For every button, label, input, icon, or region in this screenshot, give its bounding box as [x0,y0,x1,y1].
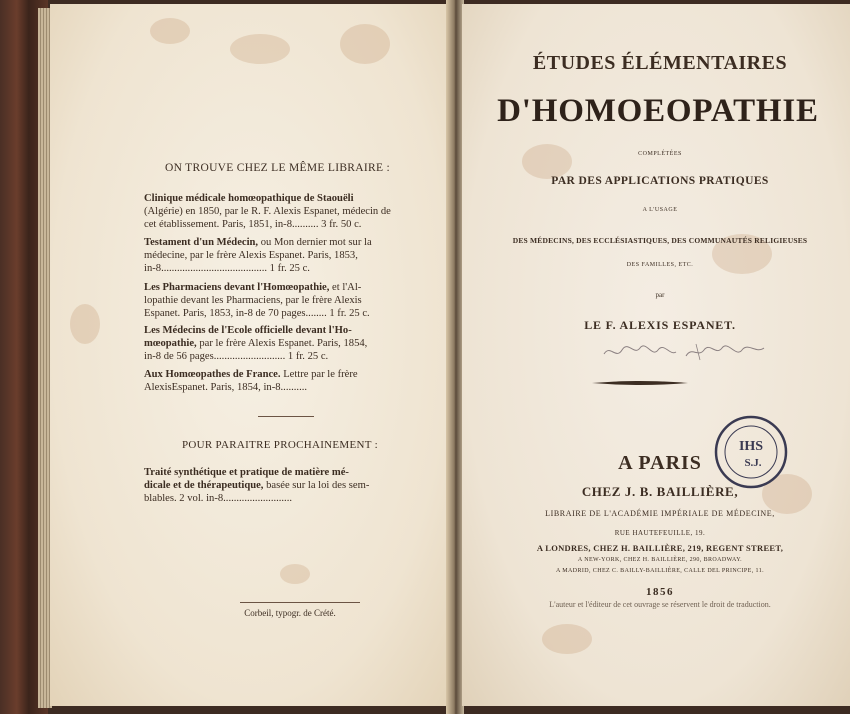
foxing-stain [340,24,390,64]
newyork-address: A NEW-YORK, CHEZ H. BAILLIÈRE, 290, BROADWAY. [577,557,743,563]
entry-title: Traité synthétique et pratique de matière mé- [144,467,349,478]
foxing-stain [70,304,100,344]
entry-text: et l'Al- [329,282,362,293]
catalog-entry [144,368,434,394]
publication-year: 1856 [646,586,674,598]
entry-price-line: in-8 de 56 pages........................... 1 fr. 25 c. [144,351,329,362]
title-small-text: A L'USAGE [642,207,678,213]
publisher-address: RUE HAUTEFEUILLE, 19. [614,529,706,537]
london-address: A LONDRES, CHEZ H. BAILLIÈRE, 219, REGENT STREET, [536,543,784,553]
foxing-stain [522,144,572,179]
svg-text:S.J.: S.J. [744,457,762,469]
foxing-stain [230,34,290,64]
foxing-stain [542,624,592,654]
entry-text: AlexisEspanet. Paris, 1854, in-8.......... [144,382,308,393]
catalog-entry [144,324,434,363]
printer-credit: Corbeil, typogr. de Crété. [244,608,336,618]
entry-text: blables. 2 vol. in-8.......................... [144,493,293,504]
library-stamp [713,414,789,490]
entry-text: ou Mon dernier mot sur la [258,237,372,248]
rights-notice: L'auteur et l'éditeur de cet ouvrage se réservent le droit de traduction. [549,600,771,609]
foxing-stain [150,18,190,44]
entry-text: basée sur la loi des sem- [263,480,370,491]
entry-title-cont: mœopathie, [144,338,197,349]
handwritten-signature [600,338,770,364]
entry-price-line: Espanet. Paris, 1853, in-8 de 70 pages........ 1 fr. 25 c. [144,308,370,319]
catalog-entry [144,192,434,231]
svg-text:IHS: IHS [738,439,764,454]
catalog-heading: ON TROUVE CHEZ LE MÊME LIBRAIRE : [165,162,390,174]
entry-title: Les Médecins de l'Ecole officielle devant l'Ho- [144,325,352,336]
catalog-entry [144,236,434,275]
entry-title: Clinique médicale homœopathique de Staouëli [144,193,354,204]
entry-price-line: cet établissement. Paris, 1851, in-8.......... 3 fr. 50 c. [144,219,362,230]
by-word: par [655,291,665,299]
foxing-stain [280,564,310,584]
catalog-entry [144,281,434,320]
audience-line: DES MÉDECINS, DES ECCLÉSIASTIQUES, DES COMMUNAUTÉS RELIGIEUSES [512,236,808,245]
entry-text: (Algérie) en 1850, par le R. F. Alexis Espanet, médecin de [144,206,391,217]
subtitle: PAR DES APPLICATIONS PRATIQUES [551,175,769,187]
entry-text: Lettre par le frère [280,369,358,380]
ornamental-rule [590,378,690,388]
entry-text: médecine, par le frère Alexis Espanet. Paris, 1853, [144,250,358,261]
footer-rule [240,602,360,603]
entry-title: Les Pharmaciens devant l'Homœopathie, [144,282,330,293]
forthcoming-entry [144,466,434,505]
title-line-1: ÉTUDES ÉLÉMENTAIRES [532,52,788,74]
publisher-description: LIBRAIRE DE L'ACADÉMIE IMPÉRIALE DE MÉDECINE, [545,509,775,518]
forthcoming-heading: POUR PARAITRE PROCHAINEMENT : [181,439,379,451]
author-name: LE F. ALEXIS ESPANET. [584,318,736,332]
entry-text: lopathie devant les Pharmaciens, par le frère Alexis [144,295,362,306]
title-small-text: DES FAMILLES, ETC. [626,262,694,268]
title-small-text: COMPLÉTÉES [638,151,682,157]
publisher-name: CHEZ J. B. BAILLIÈRE, [581,484,739,499]
entry-title: Aux Homœopathes de France. [144,369,281,380]
entry-title-cont: dicale et de thérapeutique, [144,480,264,491]
entry-price-line: in-8........................................ 1 fr. 25 c. [144,263,310,274]
city-line: A PARIS [618,452,702,474]
title-line-2: D'HOMOEOPATHIE [497,93,819,129]
entry-title: Testament d'un Médecin, [144,237,259,248]
entry-text: par le frère Alexis Espanet. Paris, 1854, [196,338,368,349]
madrid-address: A MADRID, CHEZ C. BAILLY-BAILLIÈRE, CALLE DEL PRINCIPE, 11. [555,568,765,574]
divider [258,416,314,417]
